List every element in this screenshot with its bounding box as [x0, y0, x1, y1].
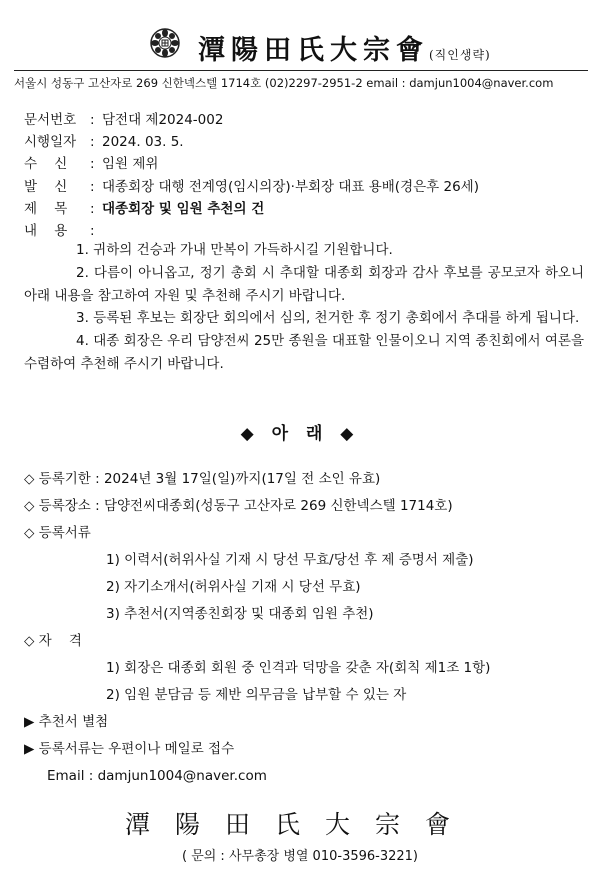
note-item: ▶ 등록서류는 우편이나 메일로 접수: [24, 741, 235, 757]
documents-subitem: 2) 자기소개서(허위사실 기재 시 당선 무효): [106, 579, 361, 595]
section-heading: ◆ 아 래 ◆: [240, 424, 360, 444]
documents-subitem: 1) 이력서(허위사실 기재 시 당선 무효/당선 후 제 증명서 제출): [106, 552, 474, 568]
place-item: ◇ 등록장소 : 담양전씨대종회(성동구 고산자로 269 신한넥스텔 1714호): [24, 498, 453, 514]
meta-row-sender: 발 신 : 대종회장 대행 전계영(임시의장)·부회장 대표 용배(경은후 26세): [24, 176, 584, 198]
note-item: ▶ 추천서 별첨: [24, 714, 109, 730]
meta-row-date: 시행일자 : 2024. 03. 5.: [24, 131, 584, 153]
meta-value: 담전대 제2024-002: [102, 112, 224, 128]
meta-value: 대종회장 및 임원 추천의 건: [102, 200, 265, 217]
meta-label: 발 신: [24, 178, 68, 195]
paragraph-3: 3. 등록된 후보는 회장단 회의에서 심의, 천거한 후 정기 총회에서 추대를 하게 됩니다.: [76, 310, 580, 327]
org-title-text: 潭陽田氏大宗會: [198, 35, 429, 66]
meta-value: 임원 제위: [102, 156, 159, 173]
footer-contact: ( 문의 : 사무총장 병열 010-3596-3221): [181, 849, 418, 864]
meta-row-doc-number: 문서번호 : 담전대 제2024-002: [24, 109, 584, 131]
deadline-item: ◇ 등록기한 : 2024년 3월 17일(일)까지(17일 전 소인 유효): [24, 471, 381, 487]
qualification-subitem: 2) 임원 분담금 등 제반 의무금을 납부할 수 있는 자: [106, 687, 407, 703]
meta-row-content: 내 용 :: [24, 220, 584, 242]
meta-label: 제 목: [24, 200, 68, 217]
document-meta: [24, 109, 584, 242]
meta-value: 대종회장 대행 전계영(임시의장)·부회장 대표 용배(경은후 26세): [102, 178, 479, 195]
meta-label: 내 용: [24, 223, 68, 240]
documents-subitem: 3) 추천서(지역종친회장 및 대종회 임원 추천): [106, 606, 374, 622]
meta-label: 시행일자: [24, 134, 77, 151]
meta-row-subject: 제 목 : 대종회장 및 임원 추천의 건: [24, 198, 584, 220]
email-line: Email : damjun1004@naver.com: [47, 768, 267, 784]
clan-emblem-icon: [150, 28, 180, 58]
footer-org-name: 潭陽田氏大宗會: [124, 810, 475, 839]
letter-body: [24, 239, 584, 376]
address-line: 서울시 성동구 고산자로 269 신한넥스텔 1714호 (02)2297-2951-2 email : damjun1004@naver.com: [14, 70, 588, 91]
meta-row-recipient: 수 신 : 임원 제위: [24, 153, 584, 175]
meta-value: 2024. 03. 5.: [102, 134, 184, 151]
paragraph-2: 2. 다름이 아니옵고, 정기 총회 시 추대할 대종회 회장과 감사 후보를 공모코자 하오니 아래 내용을 참고하여 자원 및 추천해 주시기 바랍니다.: [24, 264, 584, 304]
paragraph-1: 1. 귀하의 건승과 가내 만복이 가득하시길 기원합니다.: [76, 242, 393, 258]
meta-label: 문서번호: [24, 112, 77, 128]
letterhead: [0, 18, 600, 70]
paragraph-4: 4. 대종 회장은 우리 담양전씨 25만 종원을 대표할 인물이오니 지역 종친회에서 여론을 수렴하여 추천해 주시기 바랍니다.: [24, 333, 584, 372]
seal-omitted-note: (직인생략): [429, 48, 491, 62]
qualification-subitem: 1) 회장은 대종회 회원 중 인격과 덕망을 갖춘 자(회칙 제1조 1항): [106, 660, 491, 676]
qualification-item: ◇ 자 격: [24, 633, 82, 649]
org-title: [198, 28, 491, 67]
details-list: [24, 466, 584, 790]
meta-label: 수 신: [24, 156, 68, 173]
documents-item: ◇ 등록서류: [24, 525, 91, 541]
